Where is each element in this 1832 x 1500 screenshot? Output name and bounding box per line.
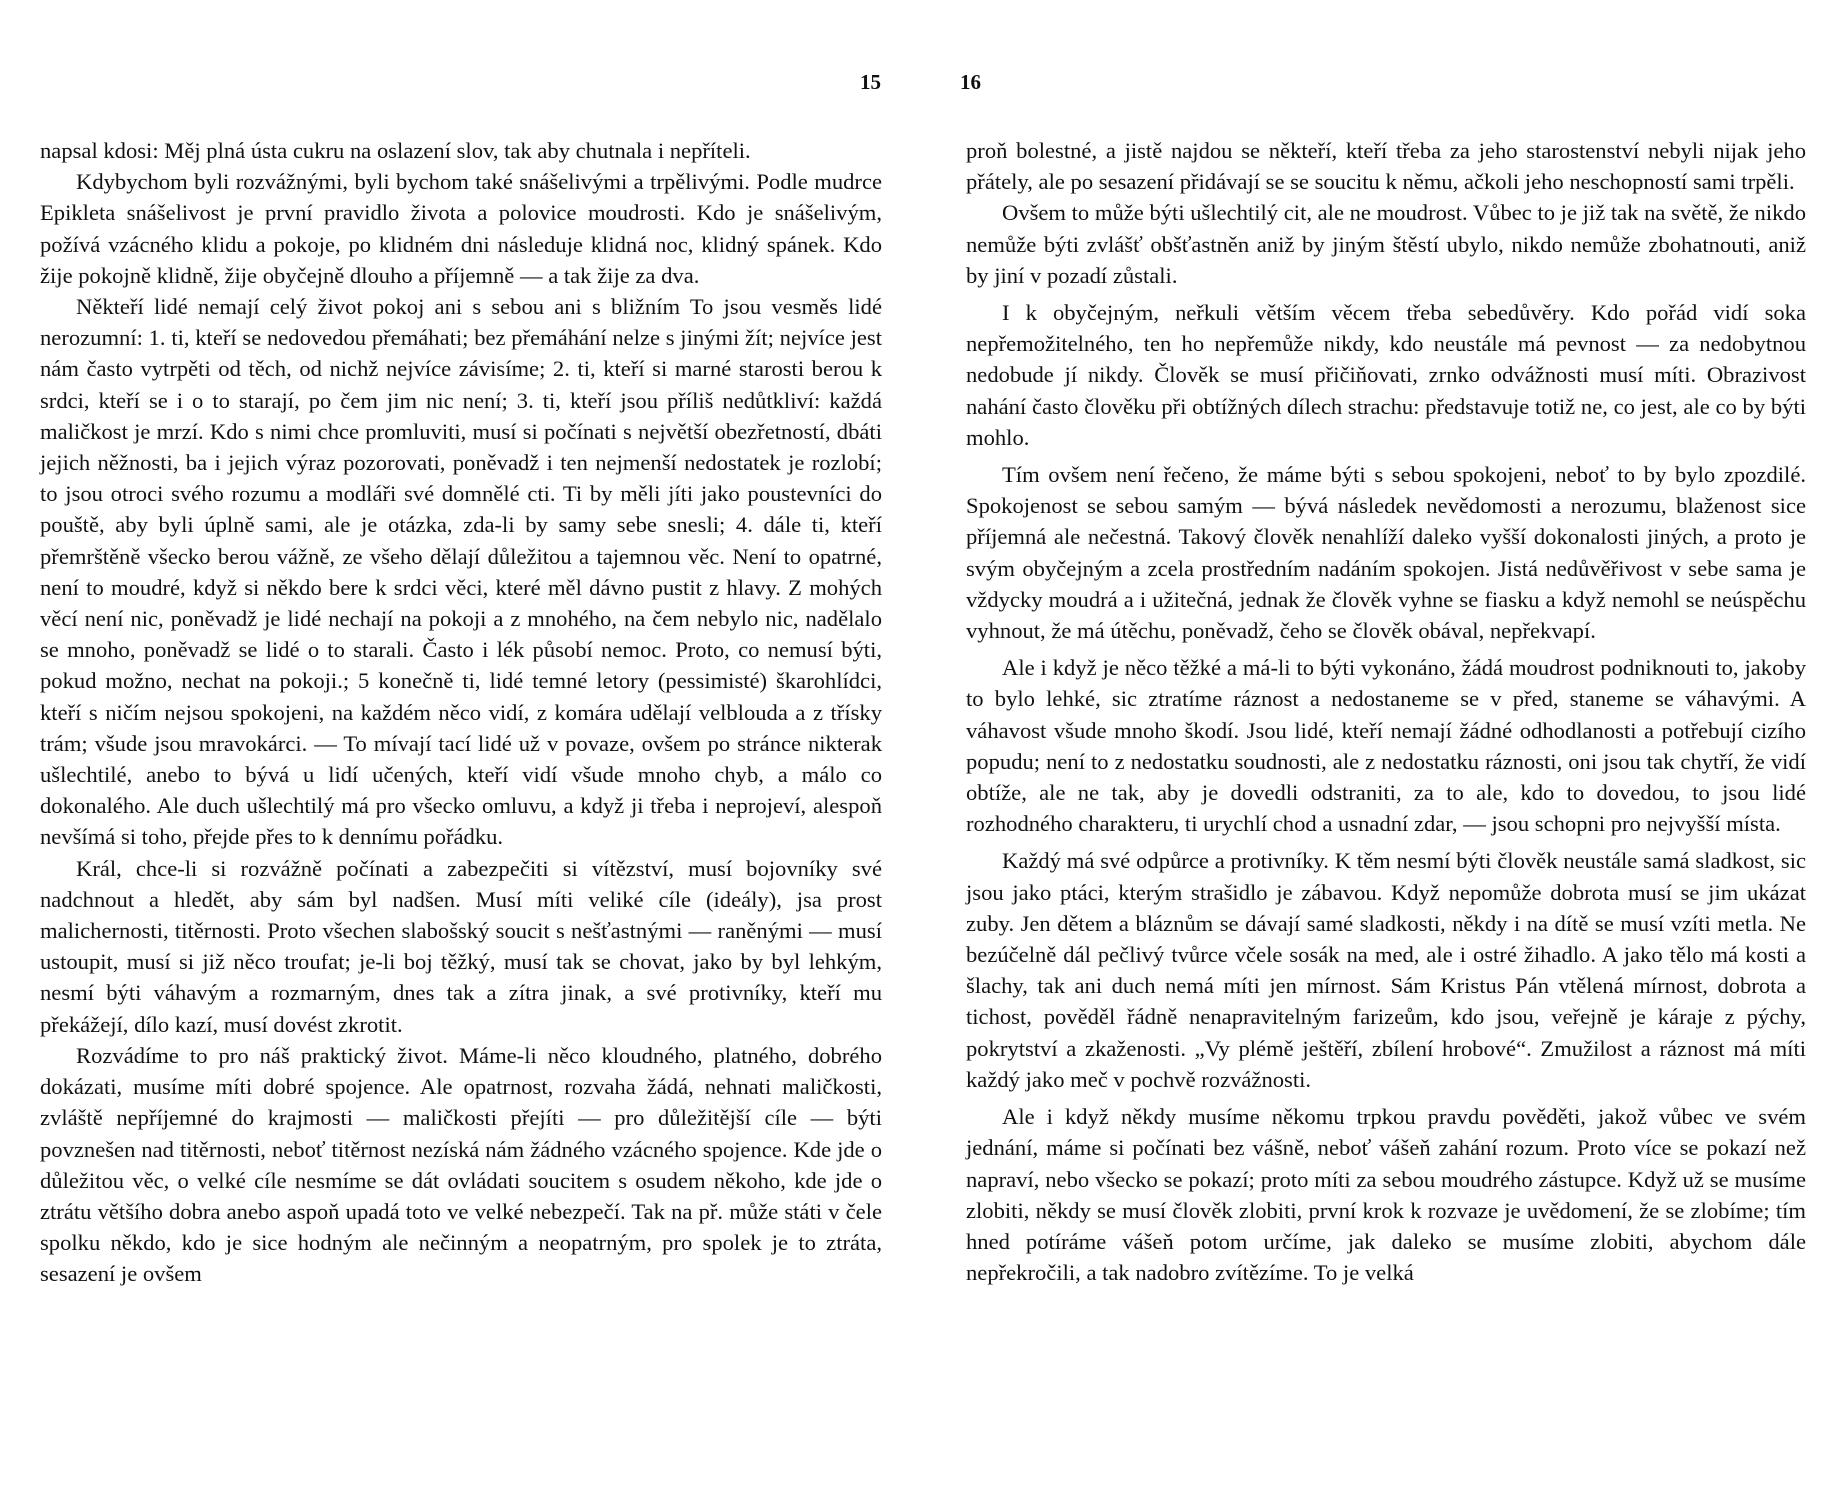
paragraph: Někteří lidé nemají celý život pokoj ani s sebou ani s bližním To jsou vesměs lidé nerozumní: 1. ti, kteří se nedovedou přemáhati; bez přemáhání nelze s jinými žít; nejvíce jest nám často vytrpěti od těch, od nichž nejvíce závisíme; 2. ti, kteří si marné starosti berou k srdci, kteří se i o to starají, po čem jim nic není; 3. ti, kteří jsou příliš nedůtkliví: každá maličkost je mrzí. Kdo s nimi chce promluviti, musí si počínati s největší obezřetností, dbáti jejich něžnosti, ba i jejich výraz pozorovati, poněvadž i ten nejmenší nedostatek je rozlobí; to jsou otroci svého rozumu a modláři své domnělé cti. Ti by měli jíti jako poustevníci do pouště, aby byli úplně sami, ale je otázka, zda-li by samy sebe snesli; 4. dále ti, kteří přemrštěně všecko berou vážně, ze všeho dělají důležitou a tajemnou věc. Není to opatrné, není to moudré, když si někdo bere k srdci věci, které měl dávno pustit z hlavy. Z mohých věcí není nic, poněvadž je lidé nechají na pokoji a z mnohého, na čem nebylo nic, nadělalo se mnoho, poněvadž se lidé o to starali. Často i lék působí nemoc. Proto, co nemusí býti, pokud možno, nechat na pokoji.; 5 konečně ti, lidé temné letory (pessimisté) škarohlídci, kteří s ničím nejsou spokojeni, na každém něco vidí, z komára udělají velblouda a z třísky trám; všude jsou mravokárci. — To mívají tací lidé už v povaze, ovšem po stránce nikterak ušlechtilé, anebo to bývá u lidí učených, kteří vidí všude mnoho chyb, a málo co dokonalého. Ale duch ušlechtilý má pro všecko omluvu, a když ji třeba i neprojeví, alespoň nevšímá si toho, přejde přes to k dennímu pořádku. xyxy=(40,294,882,850)
paragraph: proň bolestné, a jistě najdou se někteří, kteří třeba za jeho starostenství nebyli nijak jeho přátely, ale po sesazení přidávají se se soucitu k němu, ačkoli jeho neschopností sami trpěli. xyxy=(966,138,1806,195)
paragraph: I k obyčejným, neřkuli větším věcem třeba sebedůvěry. Kdo pořád vidí soka nepřemožitelného, ten ho nepřemůže nikdy, kdo neustále má pevnost — za nedobytnou nedobude jí nikdy. Člověk se musí přičiňovati, zrnko odvážnosti musí míti. Obrazivost nahání často člověku při obtížných dílech strachu: představuje totiž ne, co jest, ale co by býti mohlo. xyxy=(966,300,1806,450)
paragraph: napsal kdosi: Měj plná ústa cukru na oslazení slov, tak aby chutnala i nepříteli. xyxy=(40,138,751,163)
paragraph: Kdybychom byli rozvážnými, byli bychom také snášelivými a trpělivými. Podle mudrce Epikleta snášelivost je první pravidlo života a polovice moudrosti. Kdo je snášelivým, požívá vzácného klidu a pokoje, po klidném dni následuje klidná noc, klidný spánek. Kdo žije pokojně klidně, žije obyčejně dlouho a příjemně — a tak žije za dva. xyxy=(40,169,882,288)
left-text-block xyxy=(40,135,882,1290)
right-page xyxy=(916,0,1832,1500)
page-number: 15 xyxy=(860,70,881,94)
paragraph: Tím ovšem není řečeno, že máme býti s sebou spokojeni, neboť to by bylo zpozdilé. Spokojenost se sebou samým — bývá následek nevědomosti a nerozumu, blaženost sice příjemná ale nečestná. Takový člověk nenahlíží daleko vyšší dokonalosti jiných, a proto je svým obyčejným a zcela prostředním nadáním spokojen. Jistá nedůvěřivost v sebe sama je vždycky moudrá a i užitečná, jednak že člověk vyhne se fiasku a když nemohl se neúspěchu vyhnout, že má útěchu, poněvadž, čeho se člověk obával, nepřekvapí. xyxy=(966,462,1806,644)
paragraph: Rozvádíme to pro náš praktický život. Máme-li něco kloudného, platného, dobrého dokázati, musíme míti dobré spojence. Ale opatrnost, rozvaha žádá, nehnati maličkosti, zvláště nepříjemné do krajmosti — maličkosti přejíti — pro důležitější cíle — býti povznešen nad titěrnosti, neboť titěrnost nezíská nám žádného vzácného spojence. Kde jde o důležitou věc, o velké cíle nesmíme se dát ovládati soucitem s osudem někoho, kde jde o ztrátu většího dobra anebo aspoň upadá toto ve velké nebezpečí. Tak na př. může státi v čele spolku někdo, kdo je sice hodným ale nečinným a neopatrným, pro spolek je to ztráta, sesazení je ovšem xyxy=(40,1042,882,1287)
paragraph: Ale i když někdy musíme někomu trpkou pravdu pověděti, jakož vůbec ve svém jednání, máme si počínati bez vášně, neboť vášeň zahání rozum. Proto více se pokazí než napraví, nebo všecko se pokazí; proto míti za sebou moudrého zástupce. Když už se musíme zlobiti, někdy se musí člověk zlobiti, první krok k rozvaze je uvědomení, že se zlobíme; tím hned potíráme vášeň potom určíme, jak daleko se musíme zlobiti, abychom dále nepřekročili, a tak nadobro zvítězíme. To je velká xyxy=(966,1104,1806,1286)
page-number: 16 xyxy=(960,70,981,94)
right-text-block xyxy=(966,135,1806,1288)
paragraph: Ale i když je něco těžké a má-li to býti vykonáno, žádá moudrost podniknouti to, jakoby to bylo lehké, sic ztratíme ráznost a nedostaneme se v před, staneme se váhavými. A váhavost všude mnoho škodí. Jsou lidé, kteří nemají žádné odhodlanosti a potřebují cizího popudu; není to z nedostatku soudnosti, ale z nedostatku ráznosti, oni jsou tak chytří, že vidí obtíže, ale ne tak, aby je dovedli odstraniti, za to ale, kdo to dovedou, to jsou lidé rozhodného charakteru, ti urychlí chod a usnadní zdar, — jsou schopni pro nejvyšší místa. xyxy=(966,655,1806,837)
paragraph: Král, chce-li si rozvážně počínati a zabezpečiti si vítězství, musí bojovníky své nadchnout a hledět, aby sám byl nadšen. Musí míti veliké cíle (ideály), jsa prost malichernosti, titěrnosti. Proto všechen slabošský soucit s nešťastnými — raněnými — musí ustoupit, musí si již něco troufat; je-li boj těžký, musí tak se chovat, jako by byl lehkým, nesmí býti váhavým a rozmarným, dnes tak a zítra jinak, a své protivníky, kteří mu překážejí, dílo kazí, musí dovést zkrotit. xyxy=(40,855,882,1037)
paragraph: Každý má své odpůrce a protivníky. K těm nesmí býti člověk neustále samá sladkost, sic jsou jako ptáci, kterým strašidlo je zábavou. Když nepomůže dobrota musí se jim ukázat zuby. Jen dětem a bláznům se dávají samé sladkosti, někdy i na dítě se musí vzíti metla. Ne bezúčelně dál pečlivý tvůrce včele sosák na med, ale i ostré žihadlo. A jako tělo má kosti a šlachy, tak ani duch nemá míti jen mírnost. Sám Kristus Pán vtělená mírnost, dobrota a tichost, pověděl řádně nenapravitelným farizeům, kdo jsou, veřejně je káraje z pýchy, pokrytství a zkaženosti. „Vy plémě ještěří, zbílení hrobové“. Zmužilost a ráznost má míti každý jako meč v pochvě rozvážnosti. xyxy=(966,848,1806,1092)
paragraph: Ovšem to může býti ušlechtilý cit, ale ne moudrost. Vůbec to je již tak na světě, že nikdo nemůže býti zvlášť obšťastněn aniž by jiným štěstí ubylo, nikdo nemůže zbohatnouti, aniž by jiní v pozadí zůstali. xyxy=(966,200,1806,288)
